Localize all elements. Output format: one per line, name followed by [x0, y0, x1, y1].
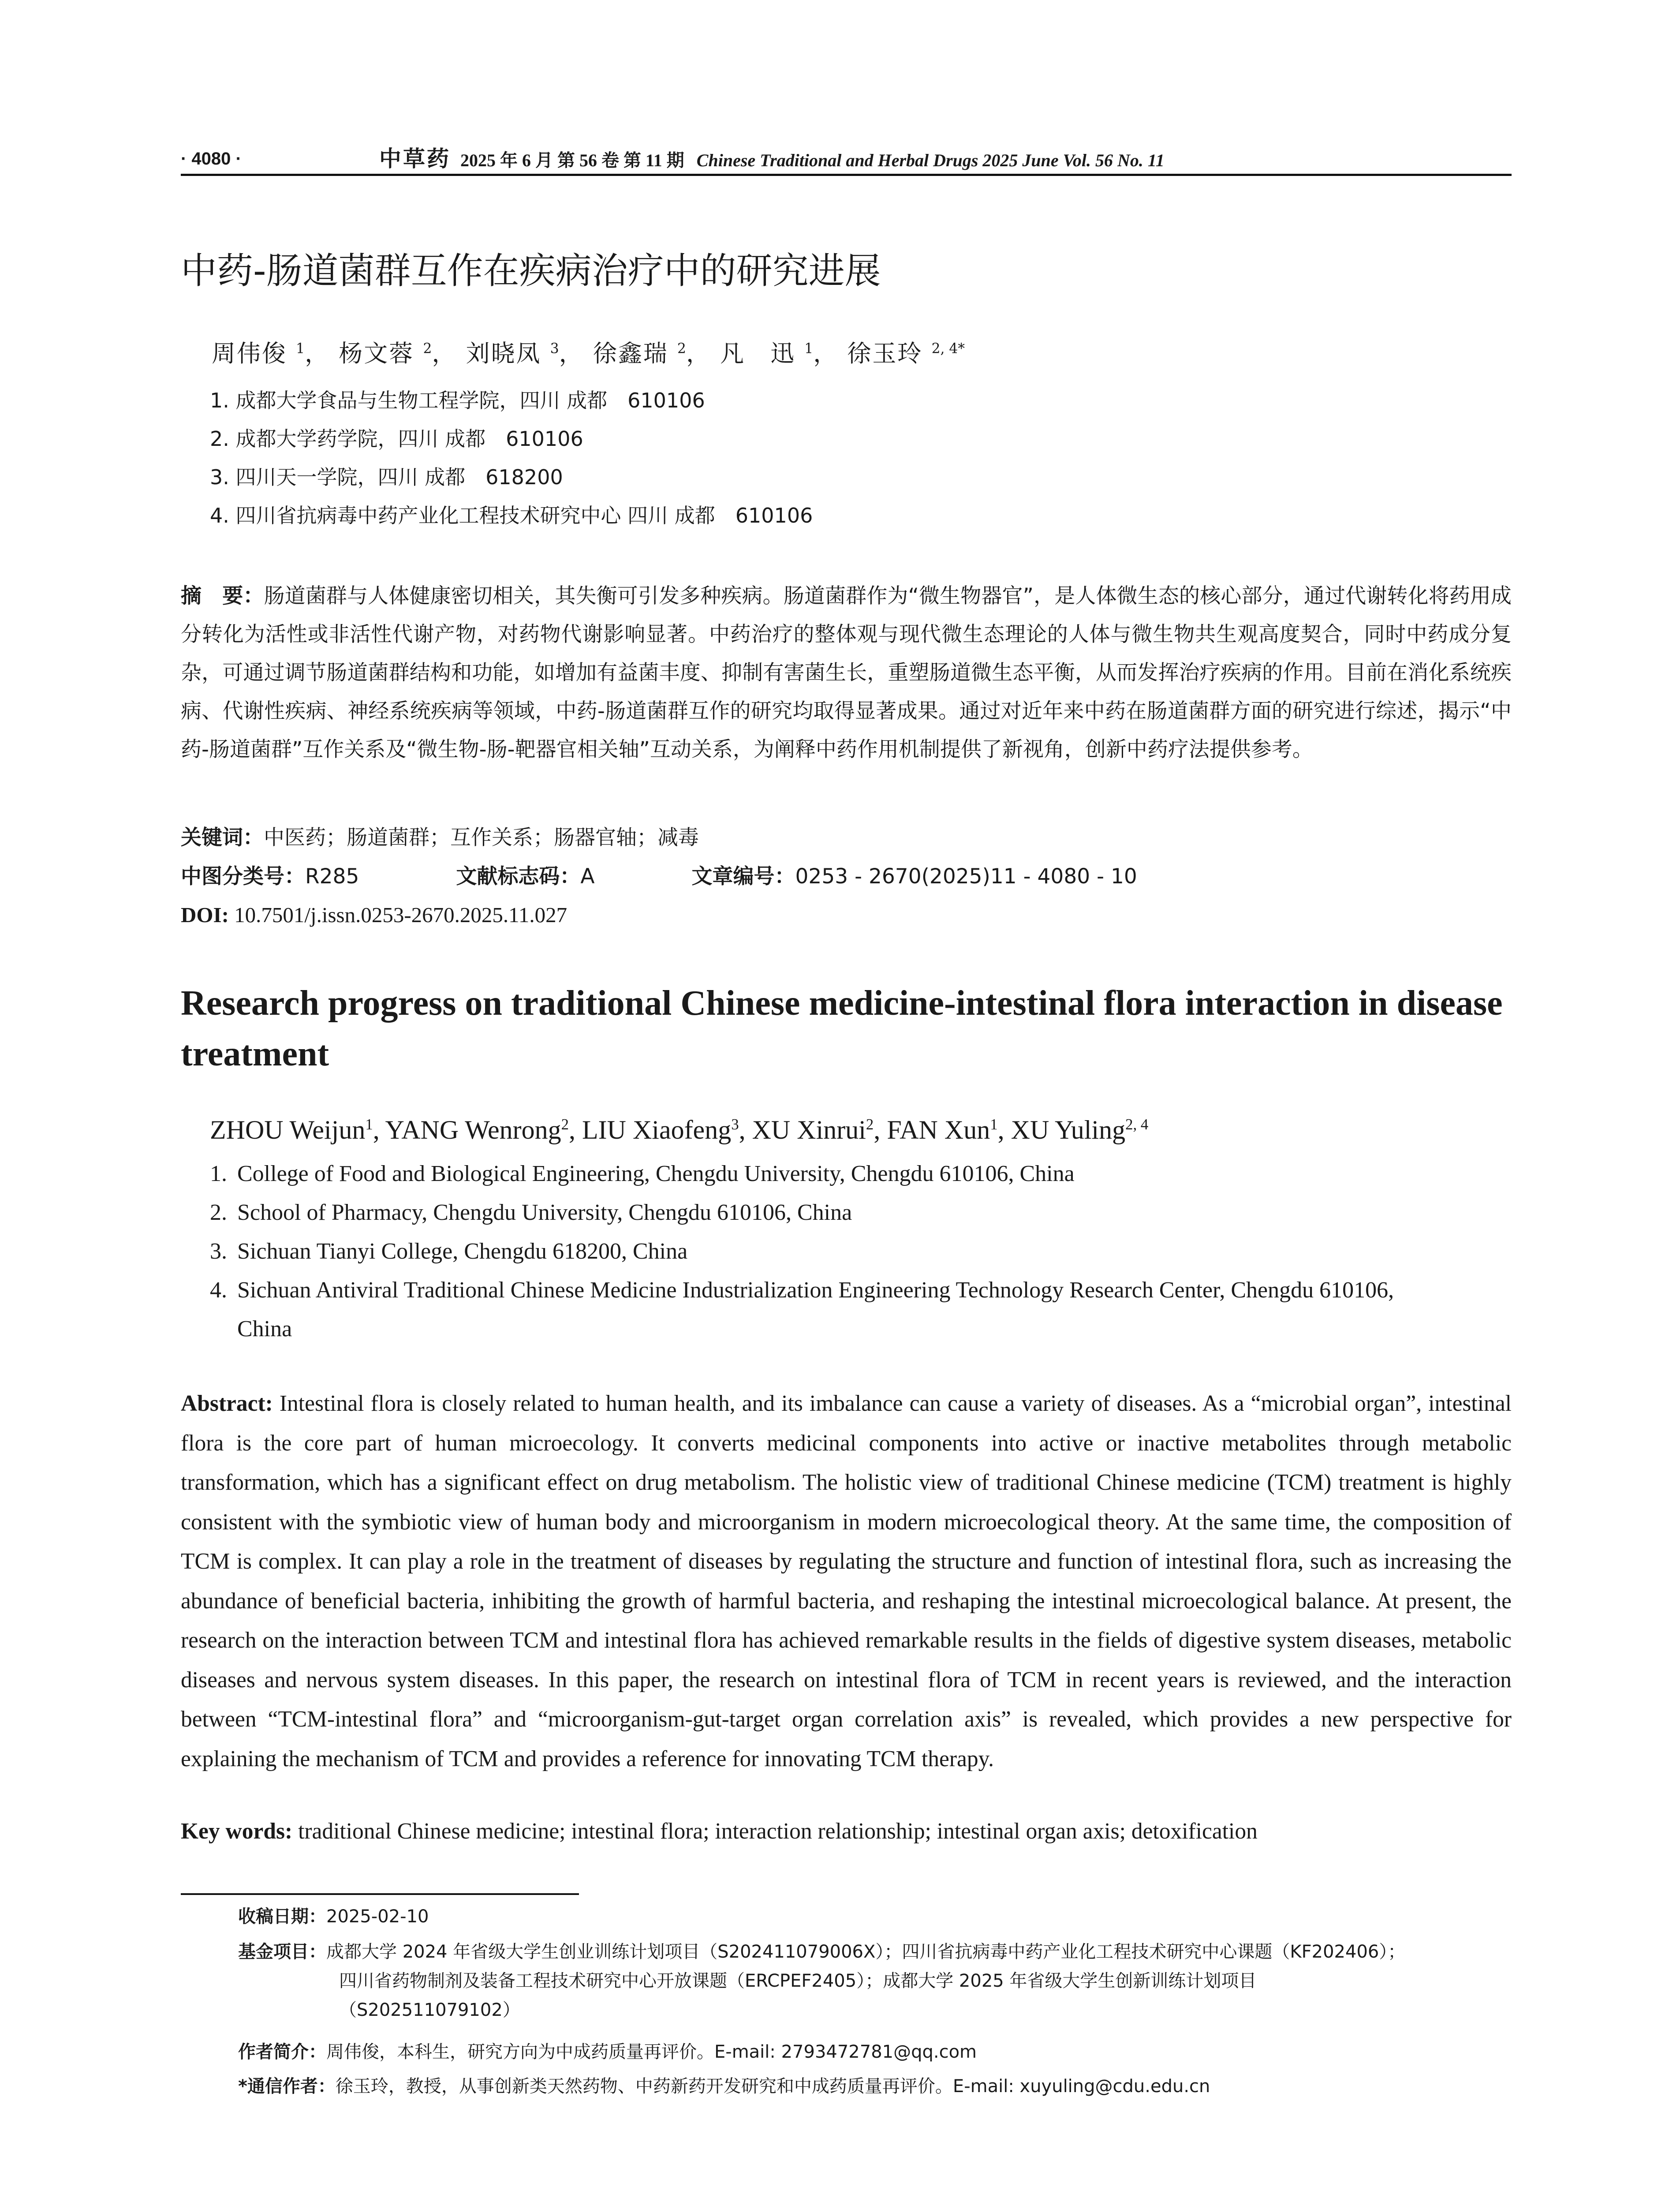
- author-sup: 1: [365, 1116, 373, 1133]
- running-header: [181, 146, 1512, 176]
- footnote-author-bio: [238, 2037, 1512, 2067]
- header-journal-info: [379, 146, 1165, 174]
- article-no-value: 0253 - 2670(2025)11 - 4080 - 10: [795, 864, 1137, 889]
- affiliation-text: Sichuan Tianyi College, Chengdu 618200, China: [237, 1239, 688, 1264]
- footnote-divider: [181, 1893, 579, 1895]
- author-sup: 2: [423, 341, 432, 357]
- keywords-en: [181, 1814, 1258, 1849]
- doc-code-value: A: [580, 864, 595, 889]
- affiliation-number: 2.: [210, 1200, 227, 1225]
- fund-text-1: 成都大学 2024 年省级大学生创业训练计划项目（S202411079006X）；四川省抗病毒中药产业化工程技术研究中心课题（KF202406）；: [326, 1942, 1406, 1962]
- footnote-received: [238, 1902, 1512, 1931]
- affiliation-cn: 3. 四川天一学院，四川 成都 618200: [210, 465, 563, 489]
- author-sup: 1: [296, 341, 305, 357]
- abstract-cn: [181, 577, 1512, 769]
- affiliation-en: [210, 1232, 1511, 1271]
- doc-code-label: 文献标志码：: [456, 864, 581, 889]
- author-cn: 徐玉玲: [847, 340, 923, 367]
- keywords-text-cn: 中医药；肠道菌群；互作关系；肠器官轴；减毒: [264, 826, 699, 850]
- clc-value: R285: [305, 864, 359, 889]
- author-sup: 1: [804, 341, 814, 357]
- keywords-cn: [181, 822, 699, 853]
- author-sup: 1: [990, 1116, 998, 1133]
- affiliation-text: College of Food and Biological Engineering, Chengdu University, Chengdu 610106, China: [237, 1161, 1075, 1186]
- article-no-label: 文章编号：: [691, 864, 795, 889]
- abstract-text-en: Intestinal flora is closely related to human health, and its imbalance can cause a variety of diseases. As a “microbial organ”, intestinal flora is the core part of human microecology. It converts medicinal components into active or inactive metabolites through metabolic transformation, which has a significant effect on drug metabolism. The holistic view of traditional Chinese medicine (TCM) treatment is highly consistent with the symbiotic view of human body and microorganism in modern microecological theory. At the same time, the composition of TCM is complex. It can play a role in the treatment of diseases by regulating the structure and function of intestinal flora, such as increasing the abundance of beneficial bacteria, inhibiting the growth of harmful bacteria, and reshaping the intestinal microecological balance. At present, the research on the interaction between TCM and intestinal flora has achieved remarkable results in the fields of digestive system diseases, metabolic diseases and nervous system diseases. In this paper, the research on intestinal flora of TCM in recent years is reviewed, and the interaction between “TCM-intestinal flora” and “microorganism-gut-target organ correlation axis” is revealed, which provides a new perspective for explaining the mechanism of TCM and provides a reference for innovating TCM therapy.: [181, 1391, 1512, 1771]
- author-sup: 2, 4*: [931, 341, 965, 357]
- abstract-label-cn: 摘 要：: [181, 584, 264, 608]
- footnote-corresponding: [238, 2072, 1512, 2101]
- affiliation-text-continued: China: [237, 1316, 292, 1342]
- bio-text: 周伟俊，本科生，研究方向为中成药质量再评价。E-mail: 2793472781@qq.com: [326, 2042, 977, 2062]
- author-sup: 2: [866, 1116, 874, 1133]
- fund-label: 基金项目：: [238, 1942, 326, 1962]
- fund-text-3: （S202511079102）: [339, 2000, 520, 2020]
- authors-cn: 周伟俊 $^1$， 杨文蓉 $^2$， 刘晓凤 $^3$， 徐鑫瑞 $^2$， 凡 迅 $^1$， 徐玉玲 $^{2, 4*}$: [212, 340, 965, 367]
- fund-text-2: 四川省药物制剂及装备工程技术研究中心开放课题（ERCPEF2405）；成都大学 2025 年省级大学生创新训练计划项目: [339, 1971, 1257, 1991]
- affiliation-text: Sichuan Antiviral Traditional Chinese Medicine Industrialization Engineering Technology Research Center, Chengdu 610106,: [237, 1278, 1394, 1303]
- author-sup: 2, 4: [1125, 1116, 1149, 1133]
- author-en: XU Xinrui: [752, 1115, 866, 1144]
- affiliation-en: [210, 1193, 1511, 1232]
- author-en: FAN Xun: [887, 1115, 990, 1144]
- author-sup: 2: [561, 1116, 569, 1133]
- clc-label: 中图分类号：: [181, 864, 305, 889]
- author-cn: 杨文蓉: [339, 340, 414, 367]
- title-cn: 中药-肠道菌群互作在疾病治疗中的研究进展: [181, 250, 881, 292]
- doi-line: [181, 900, 567, 931]
- author-cn: 凡 迅: [720, 340, 796, 367]
- classification-line: [181, 861, 1137, 892]
- author-en: ZHOU Weijun: [210, 1115, 366, 1144]
- affiliation-cn: 4. 四川省抗病毒中药产业化工程技术研究中心 四川 成都 610106: [210, 504, 813, 527]
- author-en: YANG Wenrong: [385, 1115, 561, 1144]
- abstract-en: [181, 1384, 1512, 1779]
- author-cn: 刘晓凤: [466, 340, 541, 367]
- affiliation-cn: 2. 成都大学药学院，四川 成都 610106: [210, 427, 583, 451]
- keywords-text-en: traditional Chinese medicine; intestinal flora; interaction relationship; intestinal organ axis; detoxification: [298, 1819, 1258, 1844]
- abstract-text-cn: 肠道菌群与人体健康密切相关，其失衡可引发多种疾病。肠道菌群作为“微生物器官”，是人体微生态的核心部分，通过代谢转化将药用成分转化为活性或非活性代谢产物，对药物代谢影响显著。中药治疗的整体观与现代微生态理论的人体与微生物共生观高度契合，同时中药成分复杂，可通过调节肠道菌群结构和功能，如增加有益菌丰度、抑制有害菌生长，重塑肠道微生态平衡，从而发挥治疗疾病的作用。目前在消化系统疾病、代谢性疾病、神经系统疾病等领域，中药-肠道菌群互作的研究均取得显著成果。通过对近年来中药在肠道菌群方面的研究进行综述，揭示“中药-肠道菌群”互作关系及“微生物-肠-靶器官相关轴”互动关系，为阐释中药作用机制提供了新视角，创新中药疗法提供参考。: [181, 584, 1512, 762]
- doi-value: 10.7501/j.issn.0253-2670.2025.11.027: [234, 903, 567, 927]
- keywords-label-en: Key words:: [181, 1819, 293, 1844]
- authors-en: ZHOU Weijun$^1$, YANG Wenrong$^2$, LIU Xiaofeng$^3$, XU Xinrui$^2$, FAN Xun$^1$, XU Yuling$^{2, 4}$: [210, 1115, 1149, 1144]
- doi-label: DOI:: [181, 903, 229, 927]
- affiliation-number: 3.: [210, 1239, 227, 1264]
- author-en: XU Yuling: [1011, 1115, 1126, 1144]
- received-date: 2025-02-10: [326, 1906, 429, 1927]
- affiliation-number: 1.: [210, 1161, 227, 1186]
- author-cn: 徐鑫瑞: [593, 340, 668, 367]
- bio-label: 作者简介：: [238, 2042, 326, 2062]
- title-en: Research progress on traditional Chinese medicine-intestinal flora interaction in disease treatment: [181, 984, 1503, 1073]
- author-sup: 3: [731, 1116, 739, 1133]
- affiliation-en: [210, 1155, 1511, 1193]
- affiliation-en: [210, 1271, 1511, 1349]
- journal-name-cn: 中草药: [379, 146, 451, 172]
- keywords-label-cn: 关键词：: [181, 826, 264, 850]
- abstract-label-en: Abstract:: [181, 1391, 273, 1416]
- author-sup: 2: [677, 341, 686, 357]
- corr-label: *通信作者：: [238, 2076, 336, 2097]
- author-cn: 周伟俊: [212, 340, 287, 367]
- author-en: LIU Xiaofeng: [582, 1115, 732, 1144]
- affiliation-text: School of Pharmacy, Chengdu University, Chengdu 610106, China: [237, 1200, 852, 1225]
- author-sup: 3: [550, 341, 559, 357]
- affiliation-cn: 1. 成都大学食品与生物工程学院，四川 成都 610106: [210, 389, 705, 412]
- page-number: · 4080 ·: [181, 149, 242, 168]
- issue-en: Chinese Traditional and Herbal Drugs 2025 June Vol. 56 No. 11: [696, 150, 1165, 170]
- issue-cn: 2025 年 6 月 第 56 卷 第 11 期: [460, 150, 684, 170]
- received-label: 收稿日期：: [238, 1906, 326, 1927]
- footnote-funding: [238, 1937, 1512, 2025]
- corr-text: 徐玉玲，教授，从事创新类天然药物、中药新药开发研究和中成药质量再评价。E-mail: xuyuling@cdu.edu.cn: [335, 2076, 1210, 2097]
- affiliation-number: 4.: [210, 1278, 227, 1303]
